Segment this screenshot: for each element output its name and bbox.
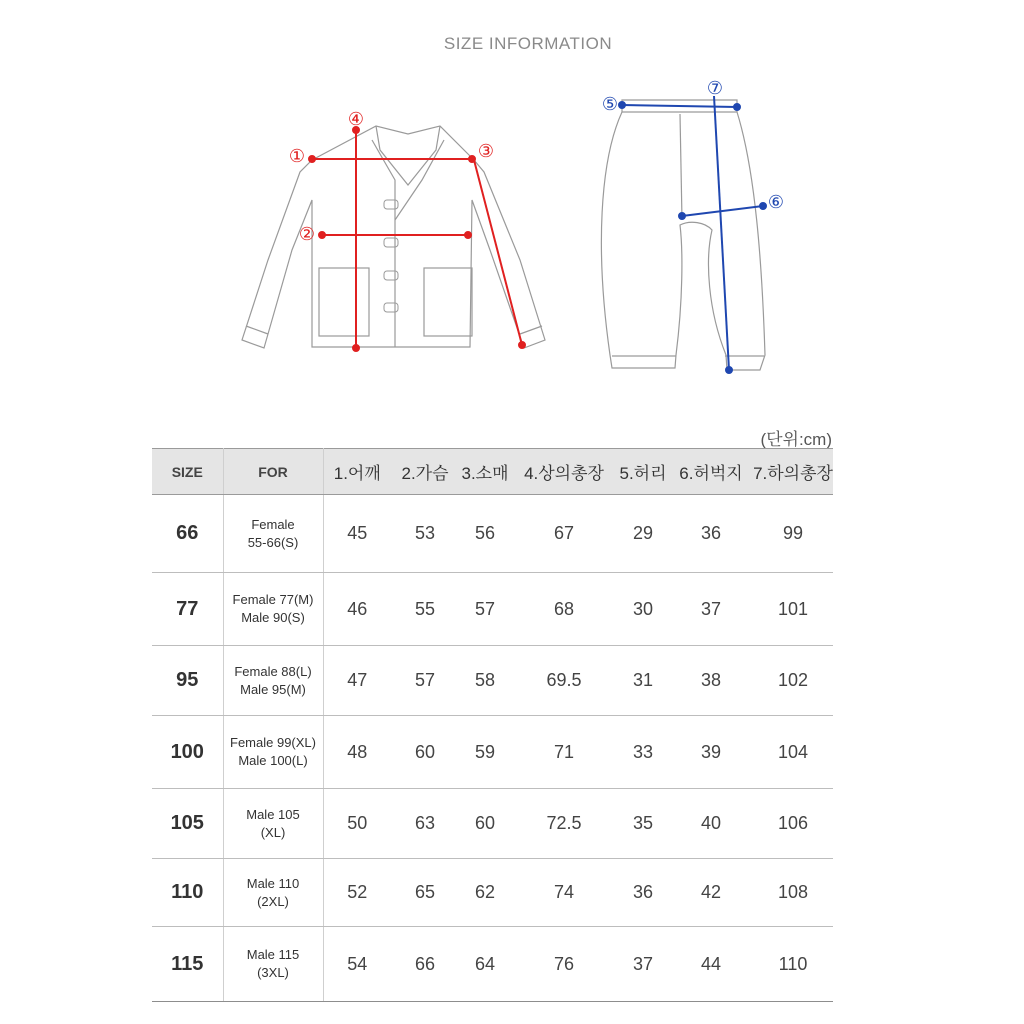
- table-row: [152, 789, 833, 859]
- value-cell: 47: [323, 646, 391, 716]
- value-cell: 58: [459, 646, 511, 716]
- table-row: [152, 716, 833, 789]
- page-title: SIZE INFORMATION: [443, 34, 613, 53]
- size-table: [152, 448, 833, 1002]
- for-cell: Female 55-66(S): [223, 495, 323, 573]
- pants-markers: [602, 78, 784, 213]
- pants-illustration: [601, 100, 765, 370]
- size-cell: 95: [152, 646, 223, 716]
- value-cell: 69.5: [511, 646, 617, 716]
- value-cell: 74: [511, 859, 617, 927]
- value-cell: 76: [511, 927, 617, 1002]
- table-row: [152, 646, 833, 716]
- size-cell: 115: [152, 927, 223, 1002]
- value-cell: 50: [323, 789, 391, 859]
- size-cell: 66: [152, 495, 223, 573]
- value-cell: 67: [511, 495, 617, 573]
- header-top-length: 4.상의총장: [511, 449, 617, 495]
- value-cell: 72.5: [511, 789, 617, 859]
- header-chest: 2.가슴: [391, 449, 459, 495]
- marker-shoulder: ①: [288, 146, 306, 167]
- value-cell: 37: [669, 573, 753, 646]
- header-thigh: 6.허벅지: [669, 449, 753, 495]
- header-bottom-length: 7.하의총장: [753, 449, 833, 495]
- value-cell: 48: [323, 716, 391, 789]
- size-cell: 105: [152, 789, 223, 859]
- value-cell: 65: [391, 859, 459, 927]
- size-cell: 77: [152, 573, 223, 646]
- value-cell: 57: [459, 573, 511, 646]
- header-shoulder: 1.어깨: [323, 449, 391, 495]
- value-cell: 106: [753, 789, 833, 859]
- value-cell: 37: [617, 927, 669, 1002]
- header-for: FOR: [223, 449, 323, 495]
- value-cell: 35: [617, 789, 669, 859]
- value-cell: 108: [753, 859, 833, 927]
- jacket-buttons: [384, 200, 398, 312]
- size-cell: 110: [152, 859, 223, 927]
- value-cell: 104: [753, 716, 833, 789]
- value-cell: 60: [391, 716, 459, 789]
- value-cell: 55: [391, 573, 459, 646]
- value-cell: 53: [391, 495, 459, 573]
- value-cell: 60: [459, 789, 511, 859]
- marker-sleeve: ③: [477, 141, 495, 162]
- value-cell: 42: [669, 859, 753, 927]
- for-cell: Female 88(L) Male 95(M): [223, 646, 323, 716]
- header-sleeve: 3.소매: [459, 449, 511, 495]
- for-cell: Male 105 (XL): [223, 789, 323, 859]
- marker-top-length: ④: [347, 109, 365, 130]
- value-cell: 30: [617, 573, 669, 646]
- for-cell: Female 99(XL) Male 100(L): [223, 716, 323, 789]
- for-cell: Male 115 (3XL): [223, 927, 323, 1002]
- value-cell: 40: [669, 789, 753, 859]
- table-row: [152, 495, 833, 573]
- value-cell: 110: [753, 927, 833, 1002]
- marker-waist: ⑤: [601, 94, 619, 115]
- value-cell: 99: [753, 495, 833, 573]
- value-cell: 57: [391, 646, 459, 716]
- unit-note: (단위:cm): [760, 430, 832, 449]
- value-cell: 45: [323, 495, 391, 573]
- value-cell: 66: [391, 927, 459, 1002]
- value-cell: 56: [459, 495, 511, 573]
- value-cell: 63: [391, 789, 459, 859]
- header-size: SIZE: [152, 449, 223, 495]
- value-cell: 68: [511, 573, 617, 646]
- value-cell: 102: [753, 646, 833, 716]
- value-cell: 54: [323, 927, 391, 1002]
- value-cell: 44: [669, 927, 753, 1002]
- marker-bottom-length: ⑦: [706, 78, 724, 99]
- value-cell: 46: [323, 573, 391, 646]
- marker-chest: ②: [298, 224, 316, 245]
- value-cell: 36: [617, 859, 669, 927]
- value-cell: 39: [669, 716, 753, 789]
- for-cell: Male 110 (2XL): [223, 859, 323, 927]
- value-cell: 31: [617, 646, 669, 716]
- header-waist: 5.허리: [617, 449, 669, 495]
- value-cell: 71: [511, 716, 617, 789]
- table-row: [152, 573, 833, 646]
- size-cell: 100: [152, 716, 223, 789]
- value-cell: 52: [323, 859, 391, 927]
- value-cell: 38: [669, 646, 753, 716]
- for-cell: Female 77(M) Male 90(S): [223, 573, 323, 646]
- value-cell: 36: [669, 495, 753, 573]
- value-cell: 64: [459, 927, 511, 1002]
- value-cell: 101: [753, 573, 833, 646]
- value-cell: 33: [617, 716, 669, 789]
- measurement-diagram: [0, 0, 1024, 420]
- value-cell: 62: [459, 859, 511, 927]
- table-row: [152, 927, 833, 1002]
- table-header-row: [152, 449, 833, 495]
- table-row: [152, 859, 833, 927]
- value-cell: 29: [617, 495, 669, 573]
- marker-thigh: ⑥: [767, 192, 785, 213]
- value-cell: 59: [459, 716, 511, 789]
